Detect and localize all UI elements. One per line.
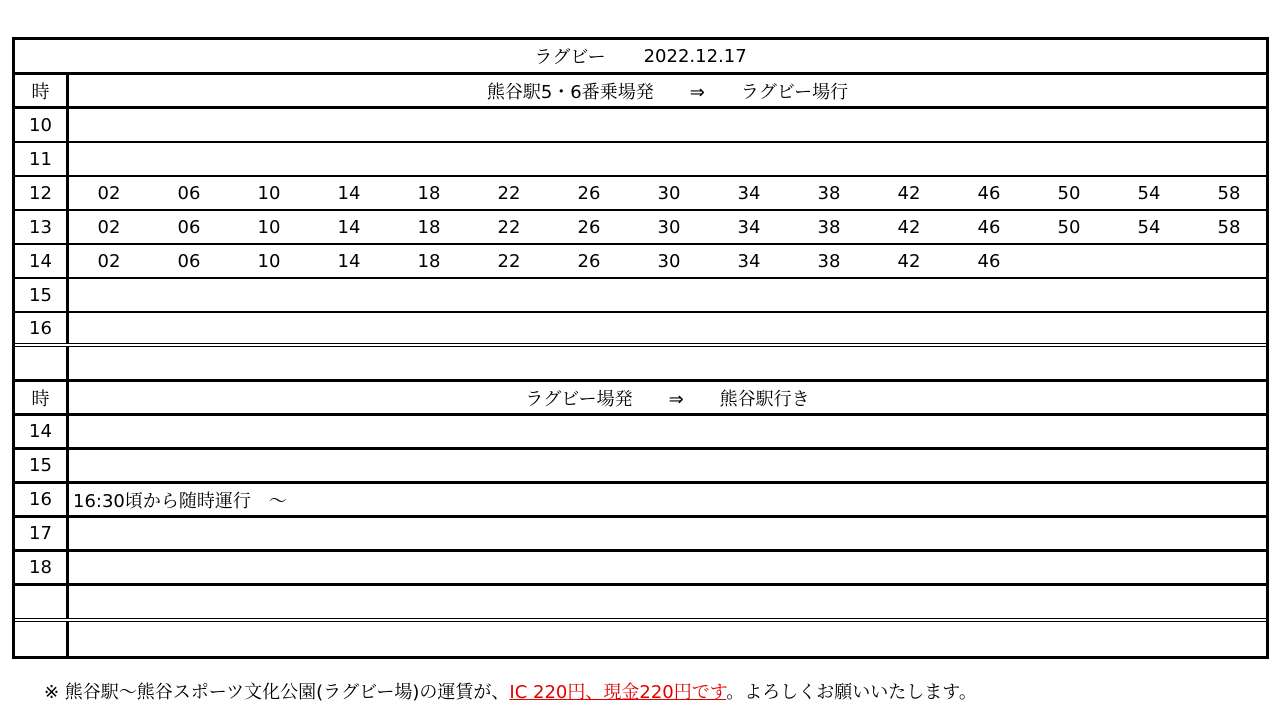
- minute-cell: 10: [257, 216, 281, 238]
- departure-row: [15, 177, 1266, 211]
- minute-cell: 14: [337, 182, 361, 204]
- hour-cell: 17: [15, 518, 69, 549]
- departure-row: [15, 245, 1266, 279]
- hour-cell: 18: [15, 552, 69, 583]
- service-note: 16:30頃から随時運行 ～: [73, 490, 287, 512]
- minute-cell: 58: [1217, 182, 1241, 204]
- hour-cell: 16: [15, 484, 69, 515]
- fare-footnote: [44, 678, 977, 704]
- minute-cell: 30: [657, 250, 681, 272]
- minute-cell: 34: [737, 250, 761, 272]
- hour-cell: 15: [15, 279, 69, 311]
- section1-heading-row: [15, 75, 1266, 109]
- minute-cell: 18: [417, 182, 441, 204]
- minute-cell: 02: [97, 250, 121, 272]
- minute-cell: 26: [577, 250, 601, 272]
- minute-cell: 06: [177, 216, 201, 238]
- minute-cell: 46: [977, 216, 1001, 238]
- minute-cell: 18: [417, 216, 441, 238]
- departure-row: [15, 313, 1266, 347]
- minute-cell: 02: [97, 216, 121, 238]
- minute-cell: 50: [1057, 216, 1081, 238]
- return-row: [15, 450, 1266, 484]
- section2-route: ラグビー場発 ⇒ 熊谷駅行き: [525, 388, 810, 410]
- minute-cell: 22: [497, 216, 521, 238]
- hour-cell: 14: [15, 416, 69, 447]
- departure-row: [15, 109, 1266, 143]
- minute-cell: 54: [1137, 216, 1161, 238]
- minute-cell: 30: [657, 216, 681, 238]
- section1-route: 熊谷駅5・6番乗場発 ⇒ ラグビー場行: [486, 81, 849, 103]
- timetable-sheet: [12, 37, 1269, 659]
- hour-cell: 13: [15, 211, 69, 243]
- minute-cell: 34: [737, 216, 761, 238]
- timetable-title: ラグビー: [534, 47, 606, 68]
- minute-cell: 06: [177, 182, 201, 204]
- footnote-prefix: ※ 熊谷駅～熊谷スポーツ文化公園(ラグビー場)の運賃が、: [44, 682, 510, 703]
- minute-cell: 26: [577, 182, 601, 204]
- minute-cell: 38: [817, 182, 841, 204]
- departure-row: [15, 143, 1266, 177]
- minute-cell: 10: [257, 250, 281, 272]
- timetable-header: [15, 40, 1266, 75]
- minute-cell: 18: [417, 250, 441, 272]
- minute-cell: 42: [897, 216, 921, 238]
- empty-row: [15, 586, 1266, 622]
- return-row: [15, 484, 1266, 518]
- return-row: [15, 518, 1266, 552]
- minute-cell: 42: [897, 250, 921, 272]
- minute-cell: 22: [497, 182, 521, 204]
- hour-cell: 14: [15, 245, 69, 277]
- hour-cell: 12: [15, 177, 69, 209]
- minute-cell: 30: [657, 182, 681, 204]
- section2-heading-row: [15, 382, 1266, 416]
- return-row: [15, 552, 1266, 586]
- hour-cell: 10: [15, 109, 69, 141]
- minute-cell: 42: [897, 182, 921, 204]
- footnote-suffix: 。よろしくお願いいたします。: [726, 682, 977, 703]
- timetable-date: 2022.12.17: [643, 45, 747, 67]
- minute-cell: 58: [1217, 216, 1241, 238]
- fare-highlight: IC 220円、現金220円です: [509, 682, 727, 703]
- departure-row: [15, 211, 1266, 245]
- hour-cell: 11: [15, 143, 69, 175]
- minute-cell: 46: [977, 182, 1001, 204]
- minute-cell: 06: [177, 250, 201, 272]
- minute-cell: 50: [1057, 182, 1081, 204]
- minute-cell: 38: [817, 216, 841, 238]
- minute-cell: 46: [977, 250, 1001, 272]
- minute-cell: 34: [737, 182, 761, 204]
- spacer-row: [15, 346, 1266, 382]
- departure-row: [15, 279, 1266, 313]
- empty-row: [15, 622, 1266, 656]
- minute-cell: 10: [257, 182, 281, 204]
- minute-cell: 14: [337, 250, 361, 272]
- minute-cell: 54: [1137, 182, 1161, 204]
- return-row: [15, 416, 1266, 450]
- minute-cell: 38: [817, 250, 841, 272]
- hour-column-label: 時: [15, 75, 69, 106]
- hour-cell: 16: [15, 313, 69, 343]
- hour-column-label: 時: [15, 382, 69, 413]
- minute-cell: 14: [337, 216, 361, 238]
- minute-cell: 22: [497, 250, 521, 272]
- hour-cell: 15: [15, 450, 69, 481]
- minute-cell: 26: [577, 216, 601, 238]
- minute-cell: 02: [97, 182, 121, 204]
